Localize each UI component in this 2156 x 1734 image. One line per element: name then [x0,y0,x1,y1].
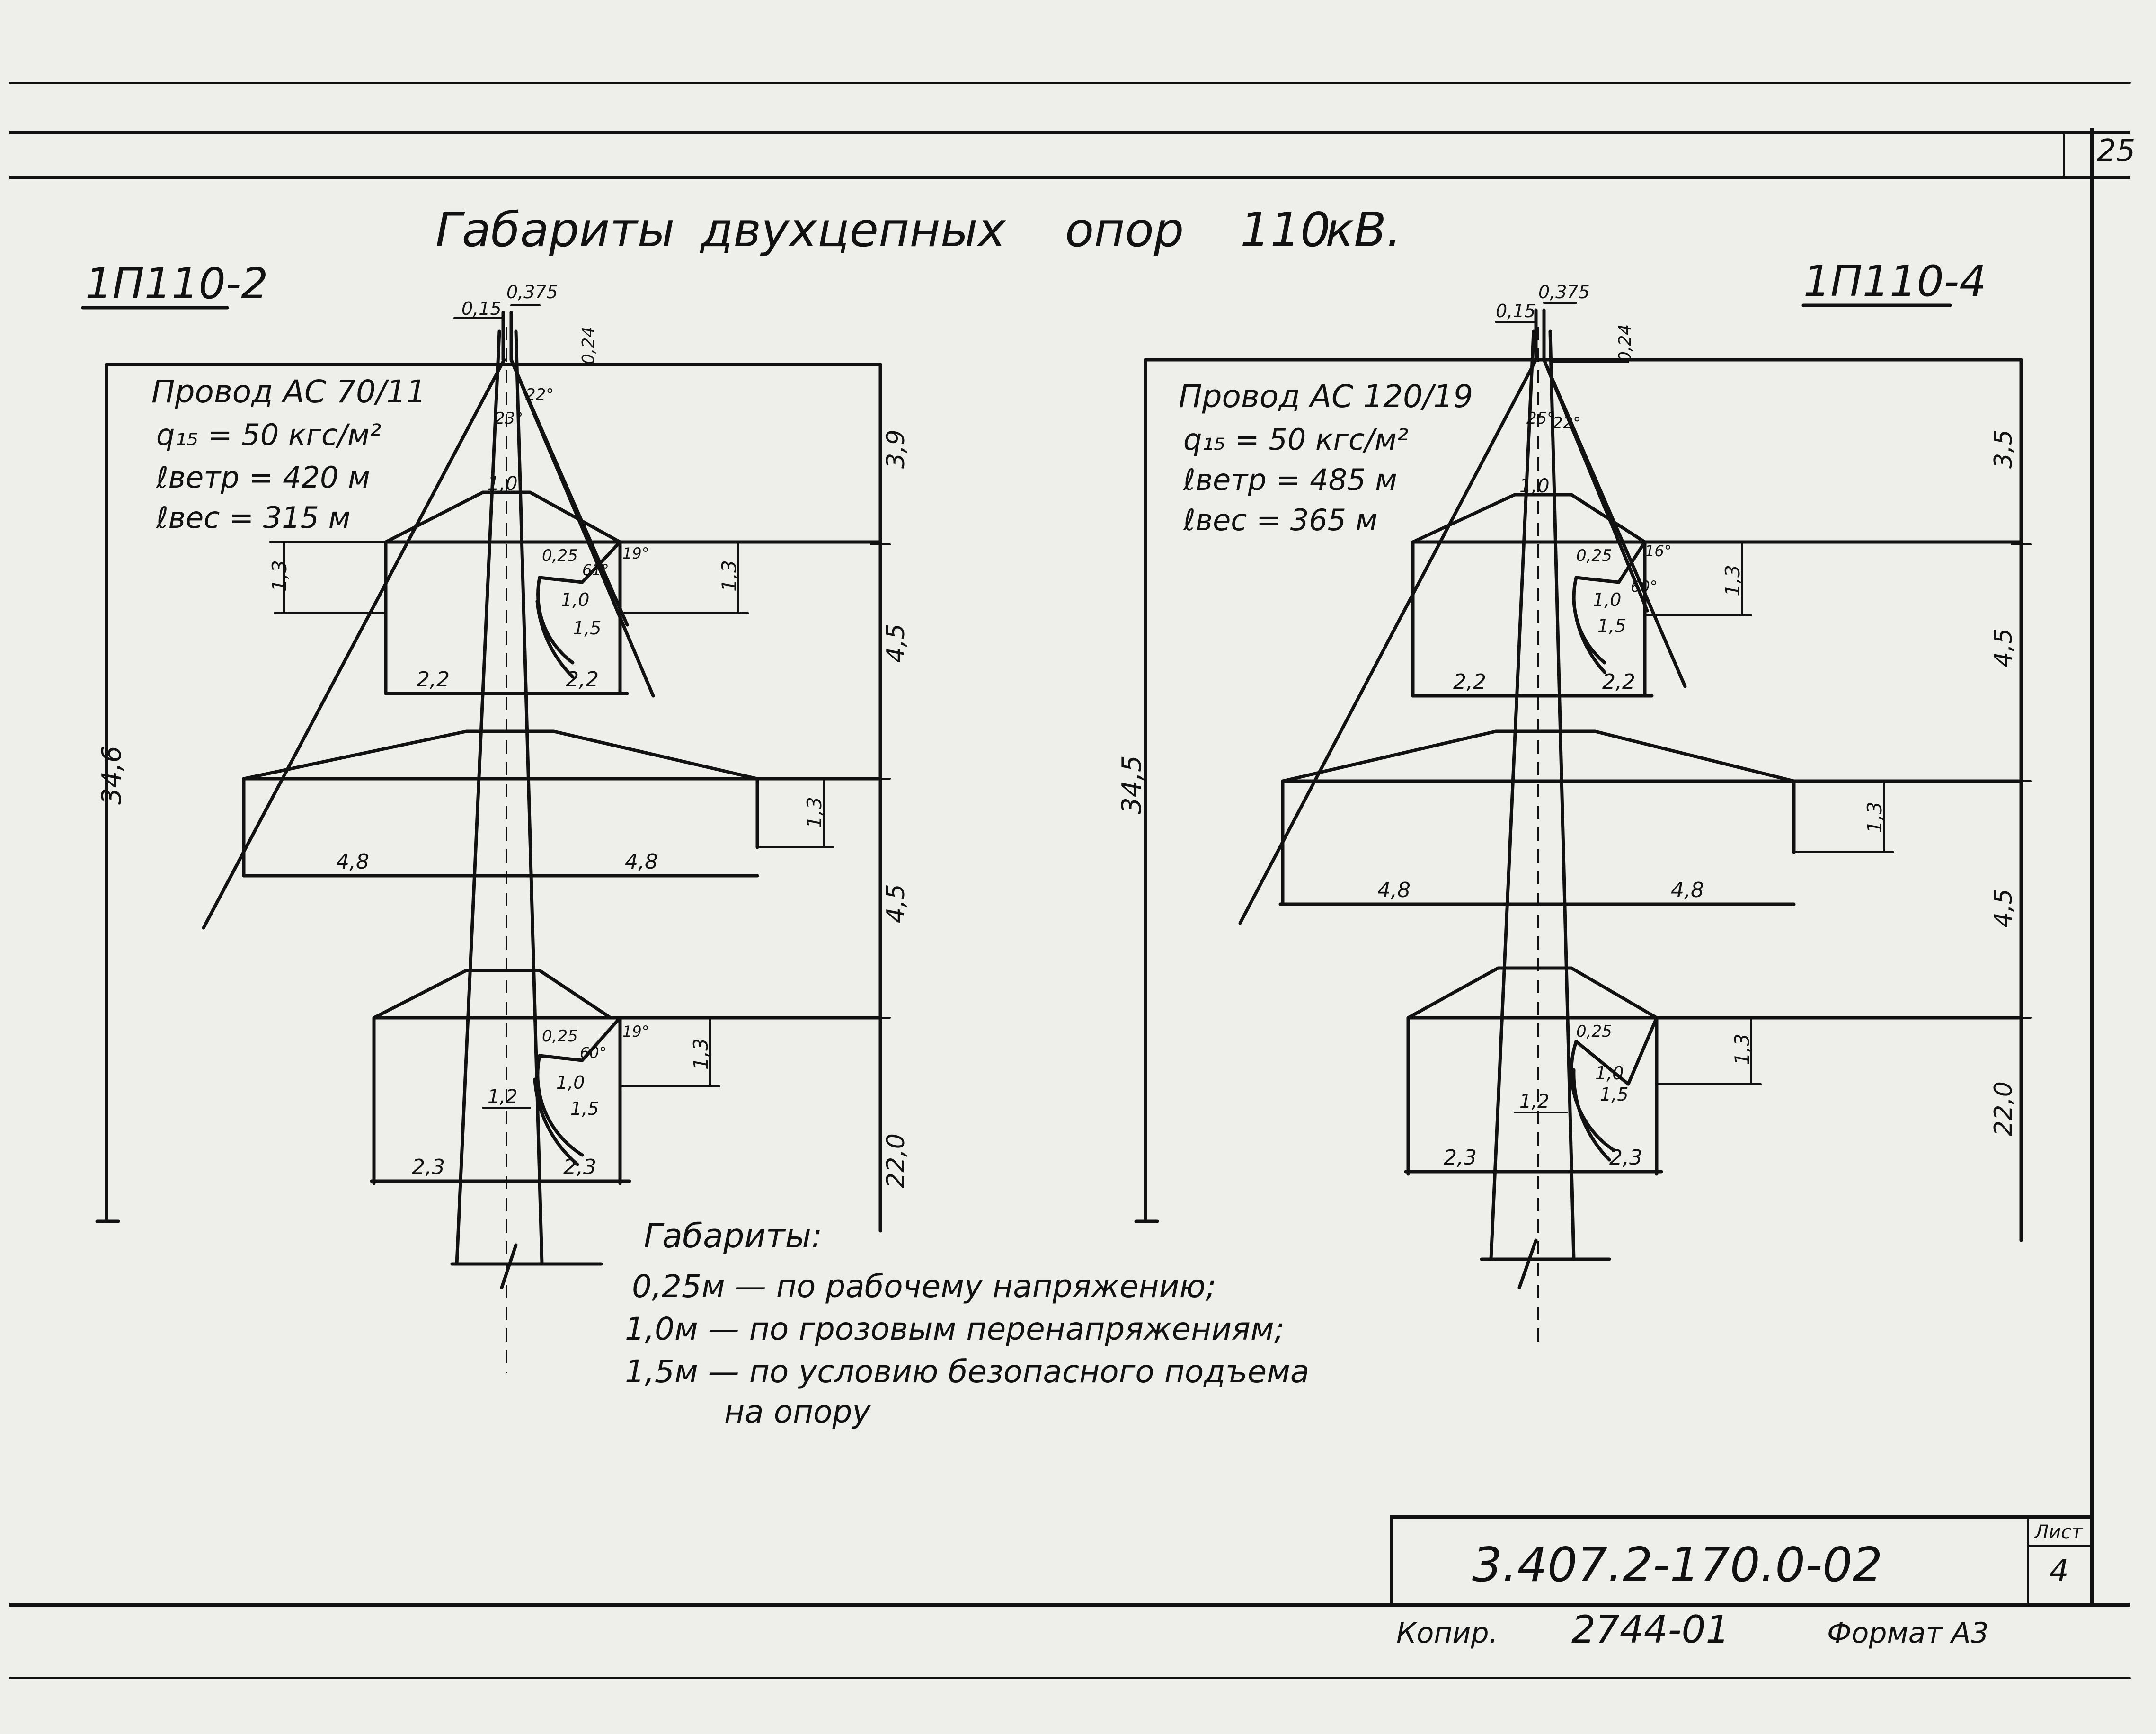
middle-drop-label: 1,3 [1863,801,1886,833]
tower-name: 1П110-4 [1803,257,1987,306]
wire-type: Провод АС 70/11 [151,373,426,410]
upper-drop-right: 1,3 [1721,565,1744,596]
note-line-1: 0,25м — по рабочему напряжению; [632,1268,1216,1305]
doc-code: 3.407.2-170.0-02 [1472,1537,1883,1592]
notes-heading: Габариты: [644,1217,823,1255]
copy-number: 2744-01 [1571,1608,1730,1652]
top-vert-dim: 0,24 [579,326,598,365]
title-word-1: Габариты [435,202,675,258]
total-height-label: 34,6 [97,746,127,805]
lower-clear-10: 1,0 [1595,1063,1624,1084]
title-word-5: кВ. [1325,202,1402,258]
lower-drop-label: 1,3 [689,1038,712,1070]
upper-angle-mid: 61° [582,561,609,579]
upper-clear-025: 0,25 [542,546,578,565]
note-line-4: на опору [724,1394,871,1430]
top-right-dim: 0,375 [506,282,558,302]
title-word-2: двухцепных [701,202,1006,258]
tower-1P110-2 [83,259,910,1373]
middle-arm-left: 4,8 [1377,878,1411,902]
lower-span-label: 1,2 [1519,1091,1550,1112]
weight-span: ℓвес = 315 м [156,500,351,535]
top-angle-2: 22° [525,385,554,404]
top-vert-dim: 0,24 [1615,324,1635,362]
lower-span-label: 1,2 [488,1086,518,1108]
lower-clear-15: 1,5 [570,1098,599,1119]
middle-arm-right: 4,8 [1671,878,1704,902]
seg-top-label: 3,9 [882,429,910,469]
title-block [1392,1517,2092,1652]
upper-clear-10: 1,0 [1593,589,1622,610]
wind-pressure: q₁₅ = 50 кгс/м² [156,418,382,452]
wind-span: ℓветр = 485 м [1183,462,1397,497]
seg-middle-label: 4,5 [1989,889,2018,928]
lower-clear-025: 0,25 [542,1027,578,1046]
wind-pressure: q₁₅ = 50 кгс/м² [1183,422,1409,457]
top-right-dim: 0,375 [1538,282,1590,302]
upper-angle-mid: 60° [1631,578,1658,596]
middle-arm-left: 4,8 [336,850,369,874]
weight-span: ℓвес = 365 м [1183,503,1378,537]
upper-clear-025: 0,25 [1576,546,1612,565]
format-label: Формат А3 [1827,1617,1989,1650]
title-word-3: опор [1065,202,1184,258]
lower-arm-right: 2,3 [1609,1146,1642,1170]
middle-arm-right: 4,8 [625,850,658,874]
upper-span-label: 1,0 [488,473,518,495]
tower-1P110-4 [1117,257,2031,1344]
top-left-dim: 0,15 [1496,301,1536,321]
page-number: 25 [2097,133,2136,169]
lower-arm-left: 2,3 [1444,1146,1477,1170]
seg-upper-label: 4,5 [882,623,910,663]
lower-angle-out: 19° [622,1023,649,1040]
title-word-4: 110 [1240,202,1331,258]
top-angle-1: 25° [1526,409,1555,428]
lower-clear-025: 0,25 [1576,1022,1612,1041]
upper-clear-15: 1,5 [573,618,602,639]
upper-arm-left: 2,2 [417,667,450,692]
seg-middle-label: 4,5 [882,884,910,923]
note-line-2: 1,0м — по грозовым перенапряжениям; [625,1311,1285,1347]
sheet-frame [9,83,2130,1678]
sheet-number: 4 [2050,1554,2069,1589]
top-angle-1: 23° [495,409,523,428]
lower-clear-10: 1,0 [556,1072,585,1093]
upper-drop-left: 1,3 [268,560,291,592]
lower-angle-mid: 60° [580,1044,607,1062]
lower-clear-15: 1,5 [1600,1084,1629,1105]
tower-name: 1П110-2 [85,259,268,309]
upper-arm-right: 2,2 [566,667,599,692]
upper-angle-out: 16° [1645,542,1672,560]
clearance-notes [625,1217,1309,1430]
total-height-label: 34,5 [1117,755,1147,814]
seg-upper-label: 4,5 [1989,628,2018,667]
seg-bottom-label: 22,0 [1989,1081,2018,1136]
lower-drop-label: 1,3 [1730,1033,1754,1065]
seg-top-label: 3,5 [1989,429,2018,469]
middle-drop-label: 1,3 [803,797,826,828]
upper-drop-right: 1,3 [718,560,741,592]
upper-clear-10: 1,0 [561,589,590,610]
upper-arm-left: 2,2 [1453,670,1486,694]
note-line-3: 1,5м — по условию безопасного подъема [625,1353,1310,1390]
sheet-label: Лист [2034,1521,2083,1543]
lower-arm-left: 2,3 [412,1155,445,1179]
seg-bottom-label: 22,0 [882,1133,910,1188]
upper-clear-15: 1,5 [1597,615,1626,636]
upper-arm-right: 2,2 [1602,670,1635,694]
upper-angle-out: 19° [622,544,649,562]
wire-type: Провод АС 120/19 [1179,378,1473,415]
wind-span: ℓветр = 420 м [156,460,370,495]
copy-label: Копир. [1396,1617,1498,1650]
top-angle-2: 22° [1553,414,1581,433]
upper-span-label: 1,0 [1519,475,1550,497]
top-left-dim: 0,15 [461,298,502,319]
lower-arm-right: 2,3 [563,1155,596,1179]
